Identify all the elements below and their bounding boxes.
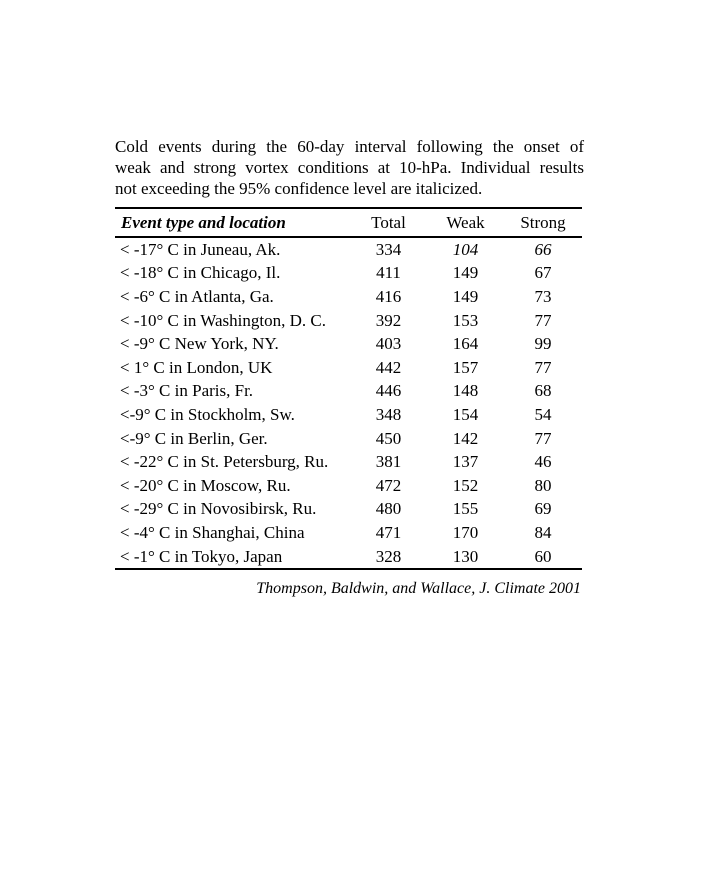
cell-total: 381 xyxy=(375,452,402,472)
cell-location: < -20° C in Moscow, Ru. xyxy=(120,475,291,495)
citation: Thompson, Baldwin, and Wallace, J. Climate 2001 xyxy=(256,580,581,598)
cell-weak: 104 xyxy=(452,239,479,259)
cell-total: 328 xyxy=(375,546,402,566)
table-row xyxy=(115,427,582,451)
cell-weak: 170 xyxy=(452,522,479,542)
cell-strong: 80 xyxy=(534,475,552,495)
table-row xyxy=(115,309,582,333)
cell-strong: 68 xyxy=(534,381,552,401)
table-row xyxy=(115,237,582,262)
cell-total: 403 xyxy=(375,334,402,354)
header-row xyxy=(115,208,582,237)
cell-location: < 1° C in London, UK xyxy=(120,357,273,377)
caption-line-2: weak and strong vortex conditions at 10-hPa. Individual results xyxy=(115,158,584,177)
cold-events-table xyxy=(115,207,582,570)
cell-weak: 148 xyxy=(452,381,479,401)
table-row xyxy=(115,498,582,522)
cell-total: 446 xyxy=(375,381,402,401)
cell-location: < -6° C in Atlanta, Ga. xyxy=(120,286,274,306)
cell-strong: 77 xyxy=(534,357,552,377)
cell-strong: 54 xyxy=(534,404,552,424)
cell-strong: 77 xyxy=(534,428,552,448)
cell-weak: 154 xyxy=(452,404,479,424)
cell-location: < -1° C in Tokyo, Japan xyxy=(120,546,283,566)
cell-strong: 77 xyxy=(534,310,552,330)
cell-weak: 164 xyxy=(452,334,479,354)
cell-weak: 155 xyxy=(452,499,479,519)
caption-line-1: Cold events during the 60-day interval following the onset of xyxy=(115,137,584,156)
table-caption xyxy=(115,136,584,199)
cell-strong: 99 xyxy=(534,334,552,354)
header-strong: Strong xyxy=(520,212,566,232)
cell-location: < -18° C in Chicago, Il. xyxy=(120,263,281,283)
cell-strong: 73 xyxy=(534,286,552,306)
cell-weak: 130 xyxy=(452,546,479,566)
cell-weak: 149 xyxy=(452,263,479,283)
cell-strong: 67 xyxy=(534,263,552,283)
cell-total: 416 xyxy=(375,286,402,306)
cell-weak: 153 xyxy=(452,310,479,330)
cell-total: 450 xyxy=(375,428,402,448)
cell-strong: 66 xyxy=(534,239,552,259)
cell-weak: 152 xyxy=(452,475,479,495)
cell-weak: 149 xyxy=(452,286,479,306)
cell-total: 472 xyxy=(375,475,402,495)
cell-strong: 69 xyxy=(534,499,552,519)
cell-location: <-9° C in Stockholm, Sw. xyxy=(120,404,295,424)
header-total: Total xyxy=(371,212,406,232)
caption-line-3: not exceeding the 95% confidence level are italicized. xyxy=(115,179,483,198)
header-weak: Weak xyxy=(446,212,485,232)
cell-total: 442 xyxy=(375,357,402,377)
table-row xyxy=(115,262,582,286)
cell-location: < -22° C in St. Petersburg, Ru. xyxy=(120,452,329,472)
cell-total: 392 xyxy=(375,310,402,330)
table-row xyxy=(115,521,582,545)
table-figure xyxy=(115,136,584,599)
cell-location: < -10° C in Washington, D. C. xyxy=(120,310,326,330)
cell-total: 480 xyxy=(375,499,402,519)
table-row xyxy=(115,450,582,474)
table-row xyxy=(115,474,582,498)
cell-location: < -4° C in Shanghai, China xyxy=(120,522,305,542)
cell-location: <-9° C in Berlin, Ger. xyxy=(120,428,268,448)
cell-location: < -17° C in Juneau, Ak. xyxy=(120,239,281,259)
header-event-type-location: Event type and location xyxy=(121,212,286,232)
cell-total: 411 xyxy=(376,263,401,283)
table-head xyxy=(115,208,582,237)
cell-location: < -9° C New York, NY. xyxy=(120,334,279,354)
cell-total: 471 xyxy=(375,522,402,542)
cell-total: 334 xyxy=(375,239,402,259)
table-body xyxy=(115,237,582,569)
cell-strong: 60 xyxy=(534,546,552,566)
cell-location: < -3° C in Paris, Fr. xyxy=(120,381,254,401)
cell-weak: 157 xyxy=(452,357,479,377)
cell-weak: 142 xyxy=(452,428,479,448)
table-row xyxy=(115,403,582,427)
table-row xyxy=(115,380,582,404)
cell-total: 348 xyxy=(375,404,402,424)
table-row xyxy=(115,285,582,309)
table-row xyxy=(115,545,582,570)
cell-location: < -29° C in Novosibirsk, Ru. xyxy=(120,499,317,519)
table-row xyxy=(115,356,582,380)
cell-weak: 137 xyxy=(452,452,479,472)
cell-strong: 46 xyxy=(534,452,552,472)
cell-strong: 84 xyxy=(534,522,552,542)
table-row xyxy=(115,332,582,356)
